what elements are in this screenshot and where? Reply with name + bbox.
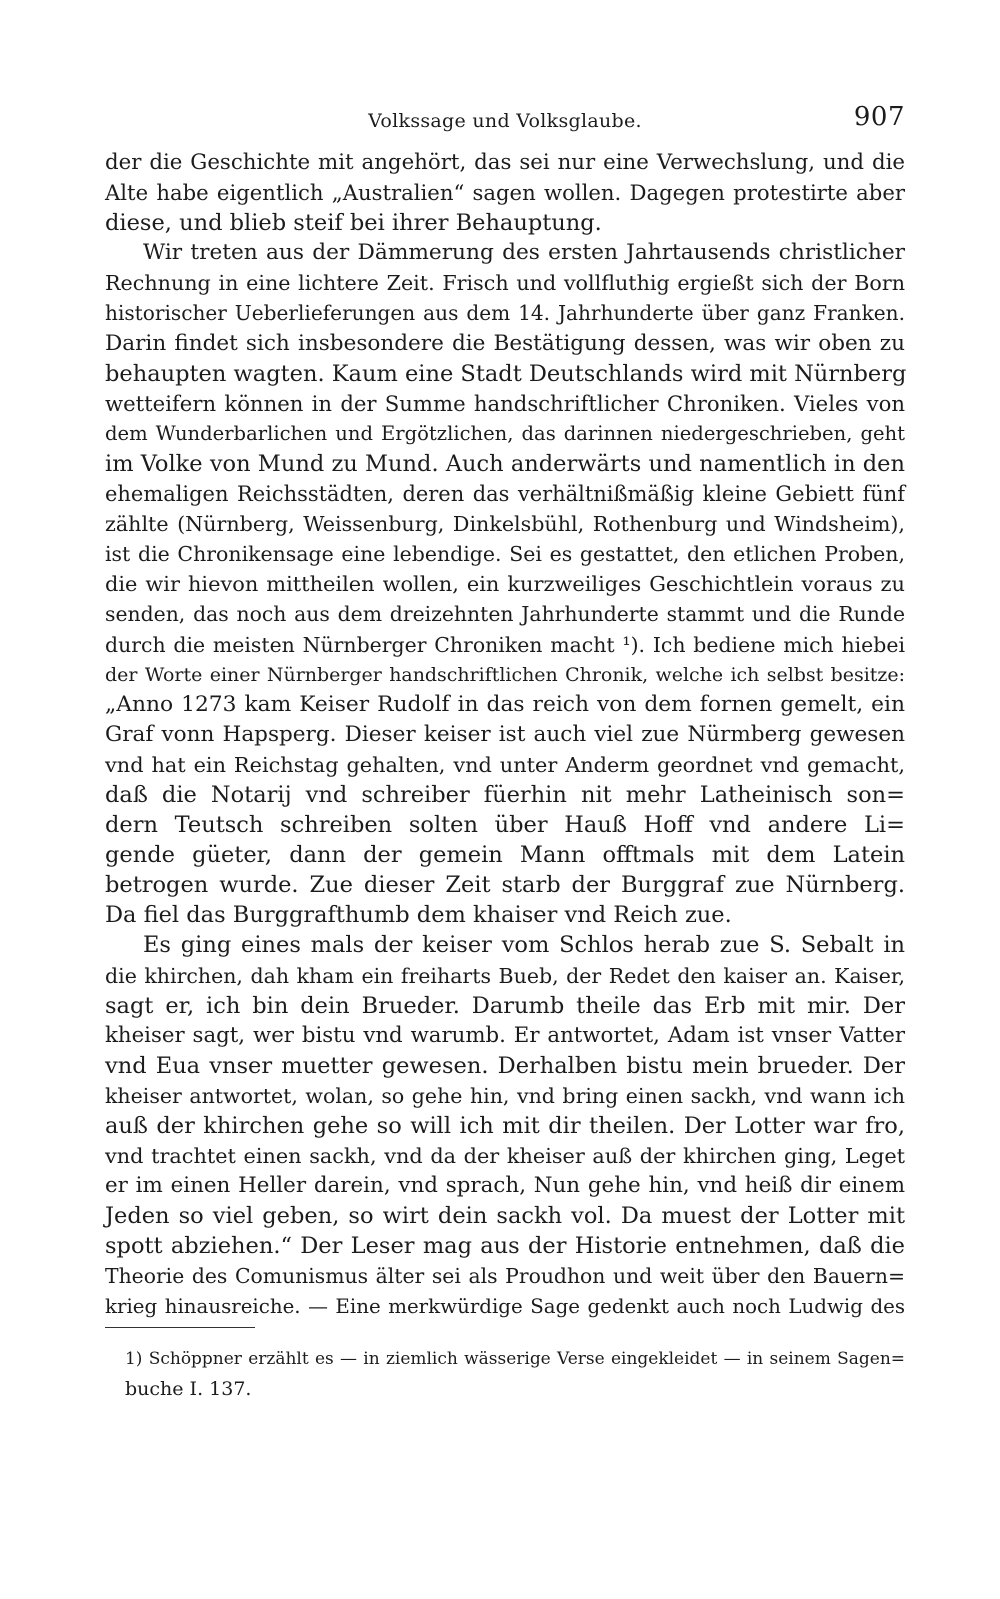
text-line: ehemaligen Reichsstädten, deren das verhältnißmäßig kleine Gebiett fünf <box>105 482 905 507</box>
text-line: Theorie des Comunismus älter sei als Proudhon und weit über den Bauern= <box>105 1264 905 1289</box>
footnote-line: buche I. 137. <box>125 1378 252 1400</box>
footnotes <box>125 1344 905 1404</box>
text-line: Da fiel das Burggrafthumb dem khaiser vnd Reich zue. <box>105 902 732 929</box>
text-line: gende güeter, dann der gemein Mann offtmals mit dem Latein <box>105 842 905 869</box>
text-line: wetteifern können in der Summe handschriftlicher Chroniken. Vieles von <box>105 390 905 416</box>
running-title: Volkssage und Volksglaube. <box>368 110 642 132</box>
text-line: sagt er, ich bin dein Brueder. Darumb theile das Erb mit mir. Der <box>105 992 905 1019</box>
text-line: daß die Notarij vnd schreiber füerhin nit mehr Latheinisch son= <box>105 781 905 808</box>
text-line: dem Wunderbarlichen und Ergötzlichen, das darinnen niedergeschrieben, geht <box>105 421 905 445</box>
text-line: Graf vonn Hapsperg. Dieser keiser ist auch viel zue Nürmberg gewesen <box>105 721 905 747</box>
text-line: durch die meisten Nürnberger Chroniken macht ¹). Ich bediene mich hiebei <box>105 632 905 657</box>
text-line: der die Geschichte mit angehört, das sei nur eine Verwechslung, und die <box>105 150 905 175</box>
text-line: Alte habe eigentlich „Australien“ sagen wollen. Dagegen protestirte aber <box>105 180 905 206</box>
text-line: „Anno 1273 kam Keiser Rudolf in das reich von dem fornen gemelt, ein <box>105 691 905 717</box>
text-line: spott abziehen.“ Der Leser mag aus der Historie entnehmen, daß die <box>105 1233 905 1260</box>
text-line: der Worte einer Nürnberger handschriftlichen Chronik, welche ich selbst besitze: <box>105 663 905 686</box>
footnote-divider <box>105 1327 255 1328</box>
footnote-line: 1) Schöppner erzählt es — in ziemlich wässerige Verse eingekleidet — in seinem Sagen= <box>125 1349 905 1369</box>
page-number: 907 <box>853 102 905 132</box>
text-line: vnd Eua vnser muetter gewesen. Derhalben bistu mein brueder. Der <box>105 1052 905 1079</box>
text-line: dern Teutsch schreiben solten über Hauß Hoff vnd andere Li= <box>105 812 905 839</box>
text-line: vnd hat ein Reichstag gehalten, vnd unter Anderm geordnet vnd gemacht, <box>105 752 905 777</box>
text-line: kheiser antwortet, wolan, so gehe hin, vnd bring einen sackh, vnd wann ich <box>105 1083 905 1108</box>
text-line: Jeden so viel geben, so wirt dein sackh vol. Da muest der Lotter mit <box>105 1203 905 1230</box>
text-line: zählte (Nürnberg, Weissenburg, Dinkelsbühl, Rothenburg und Windsheim), <box>105 512 905 537</box>
text-line: betrogen wurde. Zue dieser Zeit starb der Burggraf zue Nürnberg. <box>105 872 905 899</box>
text-line: historischer Ueberlieferungen aus dem 14. Jahrhunderte über ganz Franken. <box>105 301 905 326</box>
text-line: behaupten wagten. Kaum eine Stadt Deutschlands wird mit Nürnberg <box>105 360 907 387</box>
text-line: kheiser sagt, wer bistu vnd warumb. Er antwortet, Adam ist vnser Vatter <box>105 1022 905 1048</box>
text-line: im Volke von Mund zu Mund. Auch anderwärts und namentlich in den <box>105 450 905 477</box>
text-line: Wir treten aus der Dämmerung des ersten Jahrtausends christlicher <box>143 240 905 266</box>
text-line: Rechnung in eine lichtere Zeit. Frisch und vollfluthig ergießt sich der Born <box>105 271 905 296</box>
text-line: senden, das noch aus dem dreizehnten Jahrhunderte stammt und die Runde <box>105 602 905 627</box>
text-line: Darin findet sich insbesondere die Bestätigung dessen, was wir oben zu <box>105 330 905 356</box>
text-line: er im einen Heller darein, vnd sprach, Nun gehe hin, vnd heiß dir einem <box>105 1173 905 1199</box>
text-line: Es ging eines mals der keiser vom Schlos herab zue S. Sebalt in <box>143 932 905 959</box>
text-line: diese, und blieb steif bei ihrer Behauptung. <box>105 210 602 237</box>
text-line: krieg hinausreiche. — Eine merkwürdige Sage gedenkt auch noch Ludwig des <box>105 1294 905 1318</box>
text-line: auß der khirchen gehe so will ich mit dir theilen. Der Lotter war fro, <box>105 1113 905 1139</box>
body-text <box>105 148 905 1322</box>
text-line: die wir hievon mittheilen wollen, ein kurzweiliges Geschichtlein voraus zu <box>105 572 905 597</box>
text-line: vnd trachtet einen sackh, vnd da der kheiser auß der khirchen ging, Leget <box>105 1144 905 1169</box>
text-line: die khirchen, dah kham ein freiharts Bueb, der Redet den kaiser an. Kaiser, <box>105 963 905 988</box>
text-line: ist die Chronikensage eine lebendige. Sei es gestattet, den etlichen Proben, <box>105 542 905 567</box>
page-header <box>105 102 905 138</box>
